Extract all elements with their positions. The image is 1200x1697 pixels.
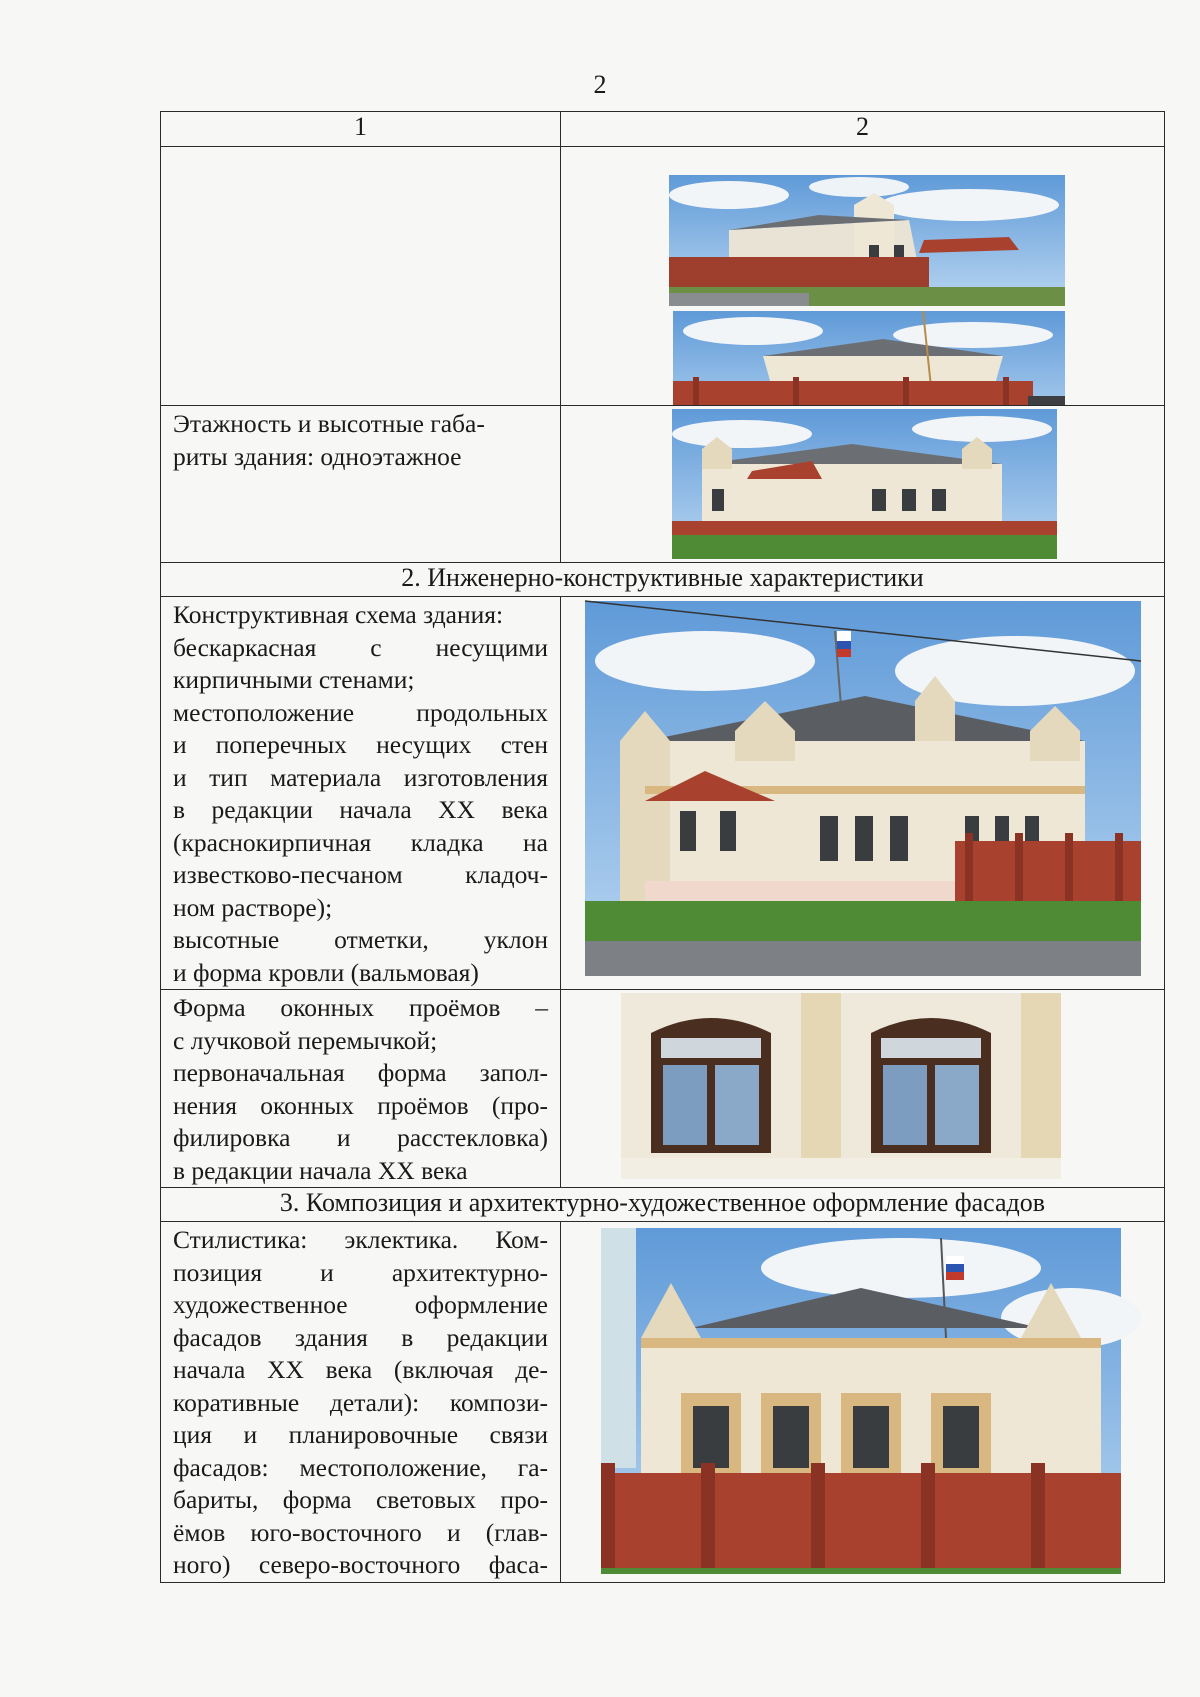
text-line: и форма кровли (вальмовая) (173, 957, 479, 987)
table-row (161, 1222, 1165, 1583)
photo-cell (561, 990, 1165, 1188)
section-header-row (161, 1188, 1165, 1222)
text-line: первоначальная форма запол- (173, 1058, 548, 1087)
text-line: ного) северо-восточного фаса- (173, 1550, 548, 1579)
text-line: фасадов: местоположение, га- (173, 1452, 548, 1482)
text-line: ном растворе); (173, 892, 333, 922)
floors-line-1: Этажность и высотные габа- (173, 409, 485, 438)
construction-text-cell (161, 597, 561, 990)
table-row (161, 990, 1165, 1188)
table-row (161, 147, 1165, 406)
text-line: местоположение продольных (173, 697, 548, 727)
text-line: высотные отметки, уклон (173, 925, 548, 954)
floors-text-cell (161, 406, 561, 563)
photo-cell (561, 597, 1165, 990)
text-line: филировка и расстекловка) (173, 1123, 548, 1152)
building-photo-3 (561, 406, 1164, 562)
header-col-2: 2 (561, 112, 1165, 147)
building-photo-1 (561, 147, 1164, 405)
text-line: начала XX века (включая де- (173, 1355, 548, 1384)
text-line: кирпичными стенами; (173, 665, 415, 694)
photo-cell (561, 406, 1165, 563)
photo-cell (561, 1222, 1165, 1583)
text-line: Конструктивная схема здания: (173, 600, 504, 629)
text-line: Стилистика: эклектика. Ком- (173, 1225, 548, 1254)
text-line: нения оконных проёмов (про- (173, 1090, 548, 1120)
text-line: Форма оконных проёмов – (173, 993, 548, 1022)
text-line: позиция и архитектурно- (173, 1257, 548, 1287)
section-header-row (161, 563, 1165, 597)
floors-line-2: риты здания: одноэтажное (173, 441, 462, 471)
table-row (161, 597, 1165, 990)
text-line: (краснокирпичная кладка на (173, 827, 548, 857)
section-3-title: 3. Композиция и архитектурно-художественное оформление фасадов (161, 1188, 1165, 1222)
characteristics-table (160, 111, 1165, 1583)
text-line: и тип материала изготовления (173, 762, 548, 792)
windows-photo (561, 990, 1164, 1183)
windows-text-cell (161, 990, 561, 1188)
table-row (161, 406, 1165, 563)
text-line: ёмов юго-восточного и (глав- (173, 1517, 548, 1547)
text-line: и поперечных несущих стен (173, 730, 548, 759)
building-photo-4 (561, 597, 1164, 981)
section-2-title: 2. Инженерно-конструктивные характеристики (161, 563, 1165, 597)
photo-cell (561, 147, 1165, 406)
facade-photo (561, 1222, 1164, 1578)
text-line: с лучковой перемычкой; (173, 1025, 438, 1055)
text-line: художественное оформление (173, 1290, 548, 1319)
empty-text-cell (161, 147, 561, 406)
text-line: в редакции начала XX века (173, 1155, 468, 1185)
style-text-cell (161, 1222, 561, 1583)
text-line: в редакции начала XX века (173, 795, 548, 824)
text-line: известково-песчаном кладоч- (173, 860, 548, 889)
text-line: коративные детали): компози- (173, 1387, 548, 1417)
page-number: 2 (593, 70, 607, 99)
text-line: бариты, форма световых про- (173, 1485, 548, 1514)
text-line: бескаркасная с несущими (173, 632, 548, 662)
text-line: фасадов здания в редакции (173, 1322, 548, 1352)
header-col-1: 1 (161, 112, 561, 147)
table-header-row (161, 112, 1165, 147)
text-line: ция и планировочные связи (173, 1420, 548, 1449)
